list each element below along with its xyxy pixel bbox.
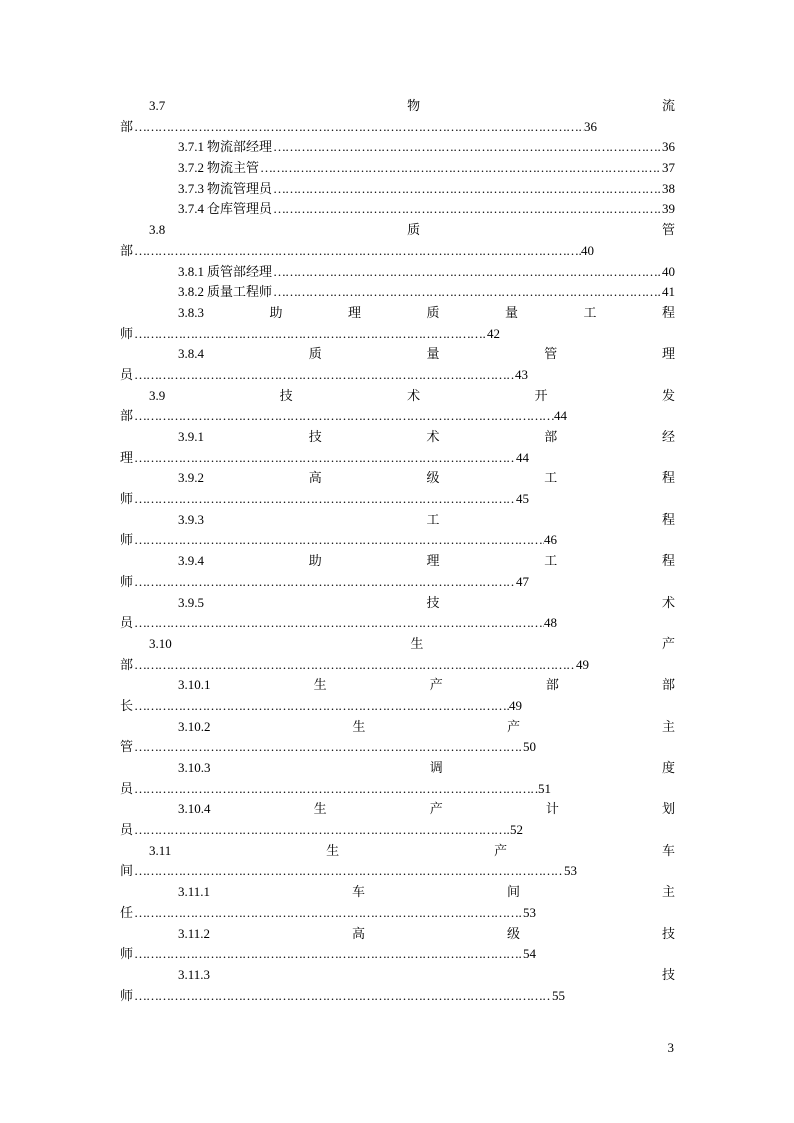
toc-entry-title-char: 生 [313, 801, 327, 817]
toc-entry-page: 55 [552, 987, 566, 1003]
toc-entry-second-line [120, 737, 675, 758]
toc-entry-title-char: 质 [407, 222, 421, 238]
toc-leader-dots [273, 199, 661, 220]
toc-entry-first-line [120, 96, 675, 117]
toc-entry-title-char: 质 [308, 346, 322, 362]
toc-leader-dots [134, 737, 523, 758]
toc-entry-title-char: 术 [661, 594, 675, 610]
toc-entry-first-line [120, 427, 675, 448]
toc-entry-second-line [120, 655, 675, 676]
toc-entry-title-char: 师 [120, 946, 134, 962]
toc-entry-page: 49 [576, 656, 590, 672]
toc-entry[interactable] [120, 199, 675, 220]
toc-entry-title-char: 程 [661, 511, 675, 527]
toc-leader-dots [260, 158, 661, 179]
toc-entry-title-char: 员 [120, 780, 134, 796]
toc-entry-title-char: 划 [661, 801, 675, 817]
toc-entry-title-char: 管 [661, 222, 675, 238]
toc-entry-title-char: 高 [308, 470, 322, 486]
toc-entry-title-char: 技 [426, 594, 440, 610]
toc-entry-number: 3.9.2 [178, 470, 204, 486]
toc-entry-second-line [120, 696, 675, 717]
toc-entry[interactable] [120, 634, 675, 675]
toc-entry-title-char: 技 [661, 966, 675, 982]
toc-entry-second-line [120, 779, 675, 800]
toc-entry-number: 3.11 [149, 842, 172, 858]
toc-entry-title-char: 度 [661, 760, 675, 775]
toc-entry-page: 54 [523, 946, 537, 962]
toc-entry-title-char: 师 [120, 987, 134, 1003]
toc-entry-title-char: 助 [269, 304, 283, 320]
toc-entry-title-char: 长 [120, 697, 134, 713]
toc-entry-first-line [120, 965, 675, 986]
toc-entry-page: 44 [516, 449, 530, 465]
toc-entry-page: 38 [662, 180, 675, 196]
toc-entry-title-char: 间 [506, 884, 520, 900]
toc-entry-title-char: 理 [120, 449, 134, 465]
toc-leader-dots [134, 986, 552, 1007]
toc-entry-first-line [120, 510, 675, 531]
toc-entry-first-line [120, 386, 675, 407]
toc-entry-first-line [120, 634, 675, 655]
toc-leader-dots [273, 282, 661, 303]
toc-leader-dots [134, 448, 516, 469]
toc-entry-number: 3.8.4 [178, 346, 204, 362]
toc-entry-title-char: 高 [352, 925, 366, 941]
toc-leader-dots [134, 572, 516, 593]
toc-entry-second-line [120, 613, 675, 634]
toc-entry-title: 质量工程师 [207, 284, 273, 300]
toc-entry-title-char: 工 [544, 470, 558, 486]
page-number: 3 [667, 1040, 674, 1055]
toc-entry-title-char: 主 [661, 884, 675, 900]
toc-entry[interactable] [120, 799, 675, 840]
toc-entry-first-line [120, 303, 675, 324]
toc-entry-second-line [120, 903, 675, 924]
toc-entry-title-char: 程 [661, 553, 675, 569]
toc-entry[interactable] [120, 386, 675, 427]
toc-entry-page: 53 [523, 904, 537, 920]
toc-entry-title-char: 师 [120, 325, 134, 341]
toc-entry-title-char: 车 [352, 884, 366, 900]
toc-entry[interactable] [120, 717, 675, 758]
toc-entry-title-char: 技 [279, 387, 293, 403]
toc-entry-title-char: 产 [661, 635, 675, 651]
toc-entry-number: 3.8.1 [178, 263, 204, 279]
toc-entry[interactable] [120, 965, 675, 1006]
toc-entry-title-char: 部 [120, 118, 134, 134]
toc-entry-title-char: 管 [120, 739, 134, 755]
toc-entry-title-char: 部 [120, 408, 134, 424]
toc-entry-title-char: 产 [429, 677, 443, 693]
toc-entry-page: 40 [581, 242, 595, 258]
toc-entry[interactable] [120, 510, 675, 551]
toc-entry-title-char: 管 [544, 346, 558, 362]
toc-entry-second-line [120, 986, 675, 1007]
toc-entry[interactable] [120, 468, 675, 509]
toc-entry-page: 49 [509, 697, 523, 713]
toc-leader-dots [134, 324, 487, 345]
toc-entry[interactable] [120, 427, 675, 468]
toc-entry-number: 3.9.4 [178, 553, 204, 569]
toc-leader-dots [273, 137, 661, 158]
toc-entry-title: 物流管理员 [207, 180, 273, 196]
toc-entry-page: 42 [487, 325, 501, 341]
toc-entry-page: 39 [662, 201, 675, 217]
toc-entry-first-line [120, 841, 675, 862]
toc-entry-first-line [120, 220, 675, 241]
toc-entry-title-char: 工 [426, 511, 440, 527]
toc-entry[interactable] [120, 137, 675, 158]
toc-entry-first-line [120, 551, 675, 572]
toc-entry-title-char: 程 [661, 470, 675, 486]
toc-entry-title-char: 部 [120, 656, 134, 672]
toc-leader-dots [134, 241, 581, 262]
toc-entry-title-char: 调 [429, 760, 443, 775]
toc-leader-dots [134, 944, 523, 965]
toc-entry-number: 3.11.2 [178, 925, 211, 941]
toc-entry-second-line [120, 820, 675, 841]
toc-entry-title-char: 员 [120, 615, 134, 631]
toc-leader-dots [134, 406, 554, 427]
toc-entry-number: 3.9 [149, 387, 166, 403]
toc-entry[interactable] [120, 262, 675, 283]
toc-leader-dots [134, 117, 584, 138]
toc-leader-dots [273, 262, 661, 283]
toc-entry-first-line [120, 717, 675, 738]
toc-entry-title-char: 部 [661, 677, 675, 693]
toc-entry-title: 物流主管 [207, 160, 260, 176]
toc-entry-number: 3.7.1 [178, 139, 204, 155]
toc-entry-number: 3.7.2 [178, 160, 204, 176]
toc-entry-title-char: 流 [661, 98, 675, 113]
toc-entry-second-line [120, 944, 675, 965]
toc-entry[interactable] [120, 303, 675, 344]
toc-entry-second-line [120, 365, 675, 386]
toc-entry[interactable] [120, 758, 675, 799]
toc-entry-number: 3.7 [149, 98, 166, 113]
toc-entry-number: 3.8.2 [178, 284, 204, 300]
toc-leader-dots [134, 489, 516, 510]
toc-entry-title-char: 开 [534, 387, 548, 403]
toc-entry-title-char: 工 [544, 553, 558, 569]
toc-entry-number: 3.10.1 [178, 677, 211, 693]
toc-entry-number: 3.10.2 [178, 718, 211, 734]
toc-entry-title-char: 级 [506, 925, 520, 941]
toc-entry-title: 物流部经理 [207, 139, 273, 155]
toc-entry-title-char: 量 [504, 304, 518, 320]
toc-entry-page: 40 [662, 263, 675, 279]
toc-entry-page: 37 [662, 160, 675, 176]
toc-entry-number: 3.11.3 [178, 966, 211, 982]
toc-entry-page: 44 [554, 408, 568, 424]
toc-entry-first-line [120, 468, 675, 489]
toc-entry-second-line [120, 117, 675, 138]
toc-entry-title-char: 员 [120, 822, 134, 838]
toc-entry-number: 3.11.1 [178, 884, 211, 900]
toc-entry-first-line [120, 675, 675, 696]
toc-entry-title-char: 部 [544, 429, 558, 444]
toc-entry-page: 45 [516, 491, 530, 507]
toc-leader-dots [134, 530, 544, 551]
toc-leader-dots [134, 820, 510, 841]
toc-entry[interactable] [120, 924, 675, 965]
toc-entry-page: 50 [523, 739, 537, 755]
toc-entry-title-char: 技 [661, 925, 675, 941]
toc-entry-title-char: 理 [347, 304, 361, 320]
toc-entry-number: 3.10 [149, 635, 172, 651]
toc-entry-title-char: 理 [661, 346, 675, 362]
toc-entry-title-char: 师 [120, 532, 134, 548]
toc-entry-page: 51 [538, 780, 552, 796]
toc-leader-dots [134, 696, 509, 717]
toc-entry[interactable] [120, 882, 675, 923]
toc-entry-title-char: 经 [661, 429, 675, 444]
toc-entry-second-line [120, 324, 675, 345]
toc-entry-title-char: 计 [545, 801, 559, 817]
toc-entry-title-char: 生 [326, 842, 340, 858]
toc-entry-title-char: 质 [426, 304, 440, 320]
toc-entry-page: 53 [564, 863, 578, 879]
toc-entry-title-char: 产 [507, 718, 521, 734]
toc-entry[interactable] [120, 179, 675, 200]
toc-entry-title-char: 术 [426, 429, 440, 444]
toc-entry-number: 3.9.5 [178, 594, 204, 610]
toc-entry-title-char: 间 [120, 863, 134, 879]
toc-entry-title-char: 级 [426, 470, 440, 486]
toc-entry-number: 3.10.4 [178, 801, 211, 817]
toc-entry-page: 48 [544, 615, 558, 631]
toc-entry-title-char: 产 [429, 801, 443, 817]
toc-entry-first-line [120, 344, 675, 365]
toc-leader-dots [134, 655, 576, 676]
toc-entry-title: 仓库管理员 [207, 201, 273, 217]
toc-entry[interactable] [120, 593, 675, 634]
toc-entry-title: 质管部经理 [207, 263, 273, 279]
toc-entry-title-char: 物 [407, 98, 421, 113]
toc-leader-dots [134, 779, 538, 800]
toc-entry-second-line [120, 861, 675, 882]
toc-entry-number: 3.7.4 [178, 201, 204, 217]
table-of-contents [120, 96, 675, 1006]
toc-entry-title-char: 产 [494, 842, 508, 858]
toc-entry-page: 43 [515, 366, 529, 382]
toc-entry-page: 36 [662, 139, 675, 155]
toc-entry-page: 52 [510, 822, 524, 838]
toc-entry-number: 3.10.3 [178, 760, 211, 775]
toc-entry[interactable] [120, 675, 675, 716]
toc-entry-second-line [120, 406, 675, 427]
toc-entry-first-line [120, 882, 675, 903]
toc-entry[interactable] [120, 841, 675, 882]
toc-entry-first-line [120, 924, 675, 945]
toc-entry-number: 3.9.1 [178, 429, 204, 444]
toc-entry-title-char: 发 [661, 387, 675, 403]
toc-entry-title-char: 师 [120, 573, 134, 589]
toc-entry-page: 47 [516, 573, 530, 589]
toc-entry-second-line [120, 572, 675, 593]
toc-entry-title-char: 师 [120, 491, 134, 507]
toc-entry-second-line [120, 448, 675, 469]
toc-entry-title-char: 工 [583, 304, 597, 320]
toc-entry[interactable] [120, 282, 675, 303]
toc-entry[interactable] [120, 551, 675, 592]
toc-entry-page: 46 [544, 532, 558, 548]
toc-entry-number: 3.8.3 [178, 304, 204, 320]
toc-entry-title-char: 生 [410, 635, 424, 651]
toc-leader-dots [134, 903, 523, 924]
toc-entry-title-char: 任 [120, 904, 134, 920]
toc-leader-dots [273, 179, 661, 200]
toc-entry-number: 3.8 [149, 222, 166, 238]
toc-entry[interactable] [120, 220, 675, 261]
toc-entry[interactable] [120, 158, 675, 179]
toc-entry-page: 41 [662, 284, 675, 300]
toc-entry[interactable] [120, 96, 675, 137]
toc-entry-first-line [120, 799, 675, 820]
toc-entry-title-char: 部 [120, 242, 134, 258]
toc-entry-title-char: 程 [661, 304, 675, 320]
toc-entry-title-char: 生 [352, 718, 366, 734]
toc-entry-second-line [120, 489, 675, 510]
toc-entry-first-line [120, 593, 675, 614]
toc-entry-first-line [120, 758, 675, 779]
toc-entry[interactable] [120, 344, 675, 385]
toc-entry-number: 3.9.3 [178, 511, 204, 527]
toc-entry-title-char: 主 [661, 718, 675, 734]
toc-entry-title-char: 助 [308, 553, 322, 569]
toc-leader-dots [134, 365, 515, 386]
toc-entry-title-char: 技 [308, 429, 322, 444]
toc-entry-title-char: 理 [426, 553, 440, 569]
toc-entry-title-char: 生 [313, 677, 327, 693]
toc-entry-page: 36 [584, 118, 598, 134]
toc-entry-title-char: 部 [545, 677, 559, 693]
toc-entry-title-char: 员 [120, 366, 134, 382]
toc-entry-second-line [120, 241, 675, 262]
toc-entry-title-char: 车 [661, 842, 675, 858]
toc-entry-title-char: 术 [407, 387, 421, 403]
toc-entry-second-line [120, 530, 675, 551]
toc-leader-dots [134, 613, 544, 634]
toc-entry-title-char: 量 [426, 346, 440, 362]
toc-leader-dots [134, 861, 564, 882]
toc-entry-number: 3.7.3 [178, 180, 204, 196]
